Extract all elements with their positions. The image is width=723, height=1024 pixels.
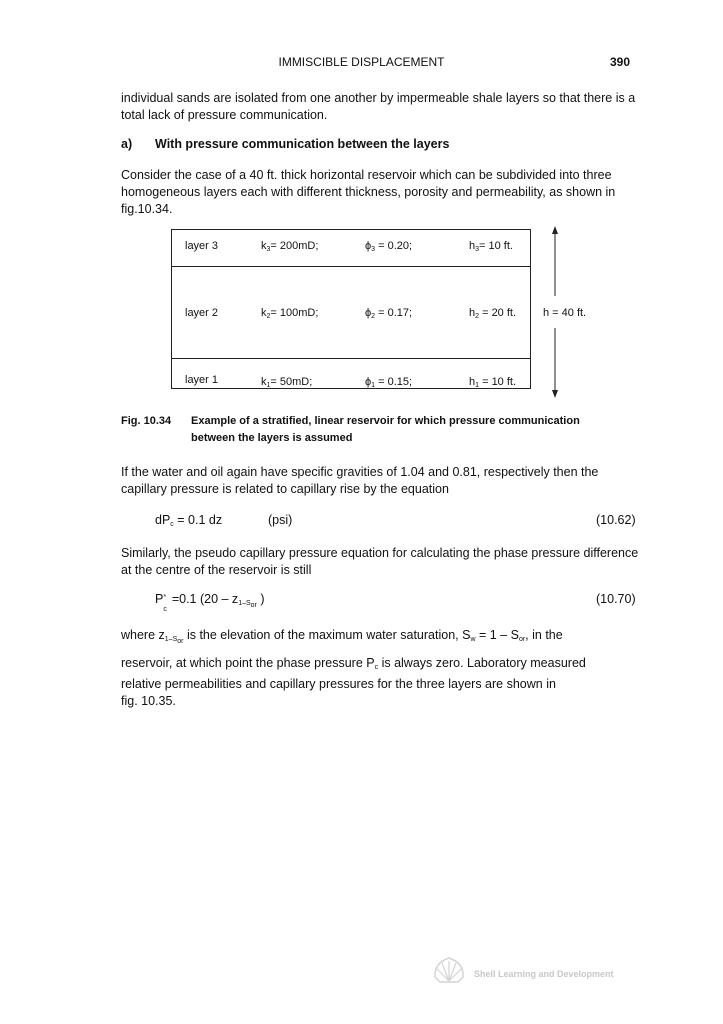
equation-10-70: P * c =0.1 ($20 - z_{1-S_{or}}$ ): [155, 592, 265, 613]
layer-divider: [171, 358, 530, 359]
layer-thickness: $h_2 = 20$ ft.: [469, 307, 517, 320]
layer-name: layer 1: [185, 374, 219, 386]
section-label: a): [121, 137, 133, 151]
layer-name: layer 3: [185, 240, 219, 252]
page-number: 390: [610, 55, 631, 69]
layer-permeability: $k_2= 100mD$;: [261, 307, 319, 320]
figure-caption: Example of a stratified, linear reservoir for which pressure communication between the layers is assumed: [191, 415, 580, 444]
layer-permeability: $k_3= 200mD$;: [261, 240, 319, 253]
equation-unit: (psi): [268, 513, 293, 527]
figure-number: Fig. 10.34: [121, 415, 172, 427]
section-title: With pressure communication between the layers: [155, 137, 450, 151]
layer-porosity: $\phi_1 = 0.15$;: [365, 376, 413, 389]
paragraph-reservoir: Consider the case of a 40 ft. thick horizontal reservoir which can be subdivided into three homogeneous layers each with different thickness, porosity and permeability, as shown in fig.10.34.: [121, 168, 616, 216]
paragraph-specific-gravities: If the water and oil again have specific gravities of 1.04 and 0.81, respectively then the capillary pressure is related to capillary rise by the equation: [121, 465, 599, 496]
layer-porosity: $\phi_2 = 0.17$;: [365, 307, 413, 320]
equation-10-62: $dP_c = 0.1$ dz: [155, 513, 223, 528]
layer-thickness: $h_1 = 10$ ft.: [469, 376, 517, 389]
running-header-title: IMMISCIBLE DISPLACEMENT: [278, 55, 445, 69]
paragraph-intro: individual sands are isolated from one another by impermeable shale layers so that there is a total lack of pressure communication.: [121, 91, 636, 122]
shell-logo-icon: [432, 955, 466, 985]
paragraph-pseudo-capillary: Similarly, the pseudo capillary pressure equation for calculating the phase pressure difference at the centre of the reservoir is still: [121, 546, 639, 577]
equation-number: (10.70): [596, 592, 636, 606]
layer-name: layer 2: [185, 307, 219, 319]
equation-number: (10.62): [596, 513, 636, 527]
footer-logo-text: Shell Learning and Development: [474, 969, 614, 979]
layer-permeability: $k_1= 50mD$;: [261, 376, 313, 389]
total-thickness-label: h = 40 ft.: [543, 307, 587, 319]
layer-divider: [171, 266, 530, 267]
layer-thickness: $h_3= 10$ ft.: [469, 240, 513, 253]
layer-porosity: $\phi_3 = 0.20$;: [365, 240, 413, 253]
paragraph-elevation: where $z_{1-S_{or}}$ is the elevation of the maximum water saturation, $S_w = 1 - S_{or}$, in the reservoir, at which point the phase pressure $P_c$ is always zero. Laboratory measured relative permeabilities and capillary pressures for the three layers are shown in fig. 10.35.: [121, 628, 586, 708]
